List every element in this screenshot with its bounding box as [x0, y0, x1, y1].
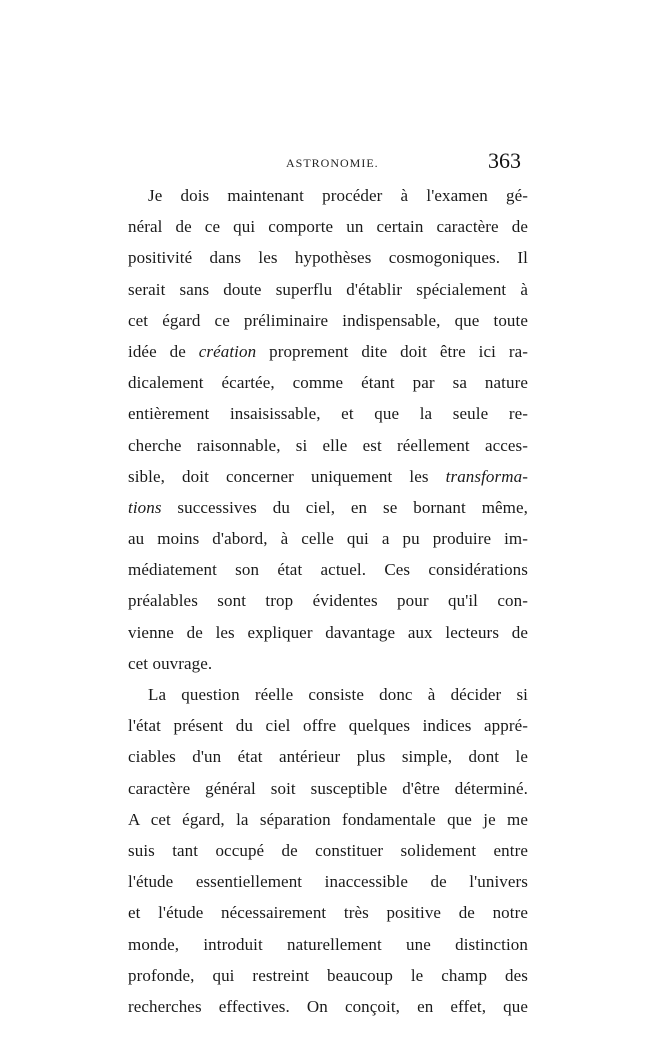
- text-line: l'état présent du ciel offre quelques indices appré-: [128, 716, 528, 736]
- text-line: dicalement écartée, comme étant par sa nature: [128, 373, 528, 393]
- text-line: Je dois maintenant procéder à l'examen gé-: [148, 186, 528, 205]
- text-line: idée de création proprement dite doit être ici ra-: [128, 341, 528, 361]
- text-line: recherches effectives. On conçoit, en effet, que: [128, 996, 528, 1016]
- paragraph-1: [128, 180, 528, 679]
- text-line: serait sans doute superflu d'établir spécialement à: [128, 279, 528, 299]
- text-line: monde, introduit naturellement une distinction: [128, 934, 528, 954]
- running-title: ASTRONOMIE.: [286, 156, 379, 170]
- text-line: vienne de les expliquer davantage aux lecteurs de: [128, 622, 528, 642]
- text-line: préalables sont trop évidentes pour qu'il con-: [128, 591, 528, 611]
- body-text: [128, 180, 528, 1022]
- text-line: cet égard ce préliminaire indispensable, que toute: [128, 310, 528, 330]
- text-line: tions successives du ciel, en se bornant même,: [128, 497, 528, 517]
- text-line: et l'étude nécessairement très positive de notre: [128, 903, 528, 923]
- text-line: positivité dans les hypothèses cosmogoniques. Il: [128, 248, 528, 268]
- text-line: ciables d'un état antérieur plus simple, dont le: [128, 747, 528, 767]
- text-line: médiatement son état actuel. Ces considérations: [128, 560, 528, 580]
- text-line: cherche raisonnable, si elle est réellement acces-: [128, 435, 528, 455]
- text-line: l'étude essentiellement inaccessible de l'univers: [128, 872, 528, 892]
- text-line: entièrement insaisissable, et que la seule re-: [128, 404, 528, 424]
- text-line: sible, doit concerner uniquement les transforma-: [128, 466, 528, 486]
- text-line: cet ouvrage.: [128, 653, 213, 673]
- paragraph-2: [128, 679, 528, 1022]
- text-line: La question réelle consiste donc à décider si: [148, 685, 528, 704]
- text-line: profonde, qui restreint beaucoup le champ des: [128, 965, 528, 985]
- text-line: au moins d'abord, à celle qui a pu produire im-: [128, 529, 528, 549]
- text-line: néral de ce qui comporte un certain caractère de: [128, 217, 528, 237]
- text-line: caractère général soit susceptible d'être déterminé.: [128, 778, 528, 798]
- page-number: 363: [488, 148, 521, 173]
- text-line: suis tant occupé de constituer solidement entre: [128, 840, 528, 860]
- text-line: A cet égard, la séparation fondamentale que je me: [128, 809, 528, 829]
